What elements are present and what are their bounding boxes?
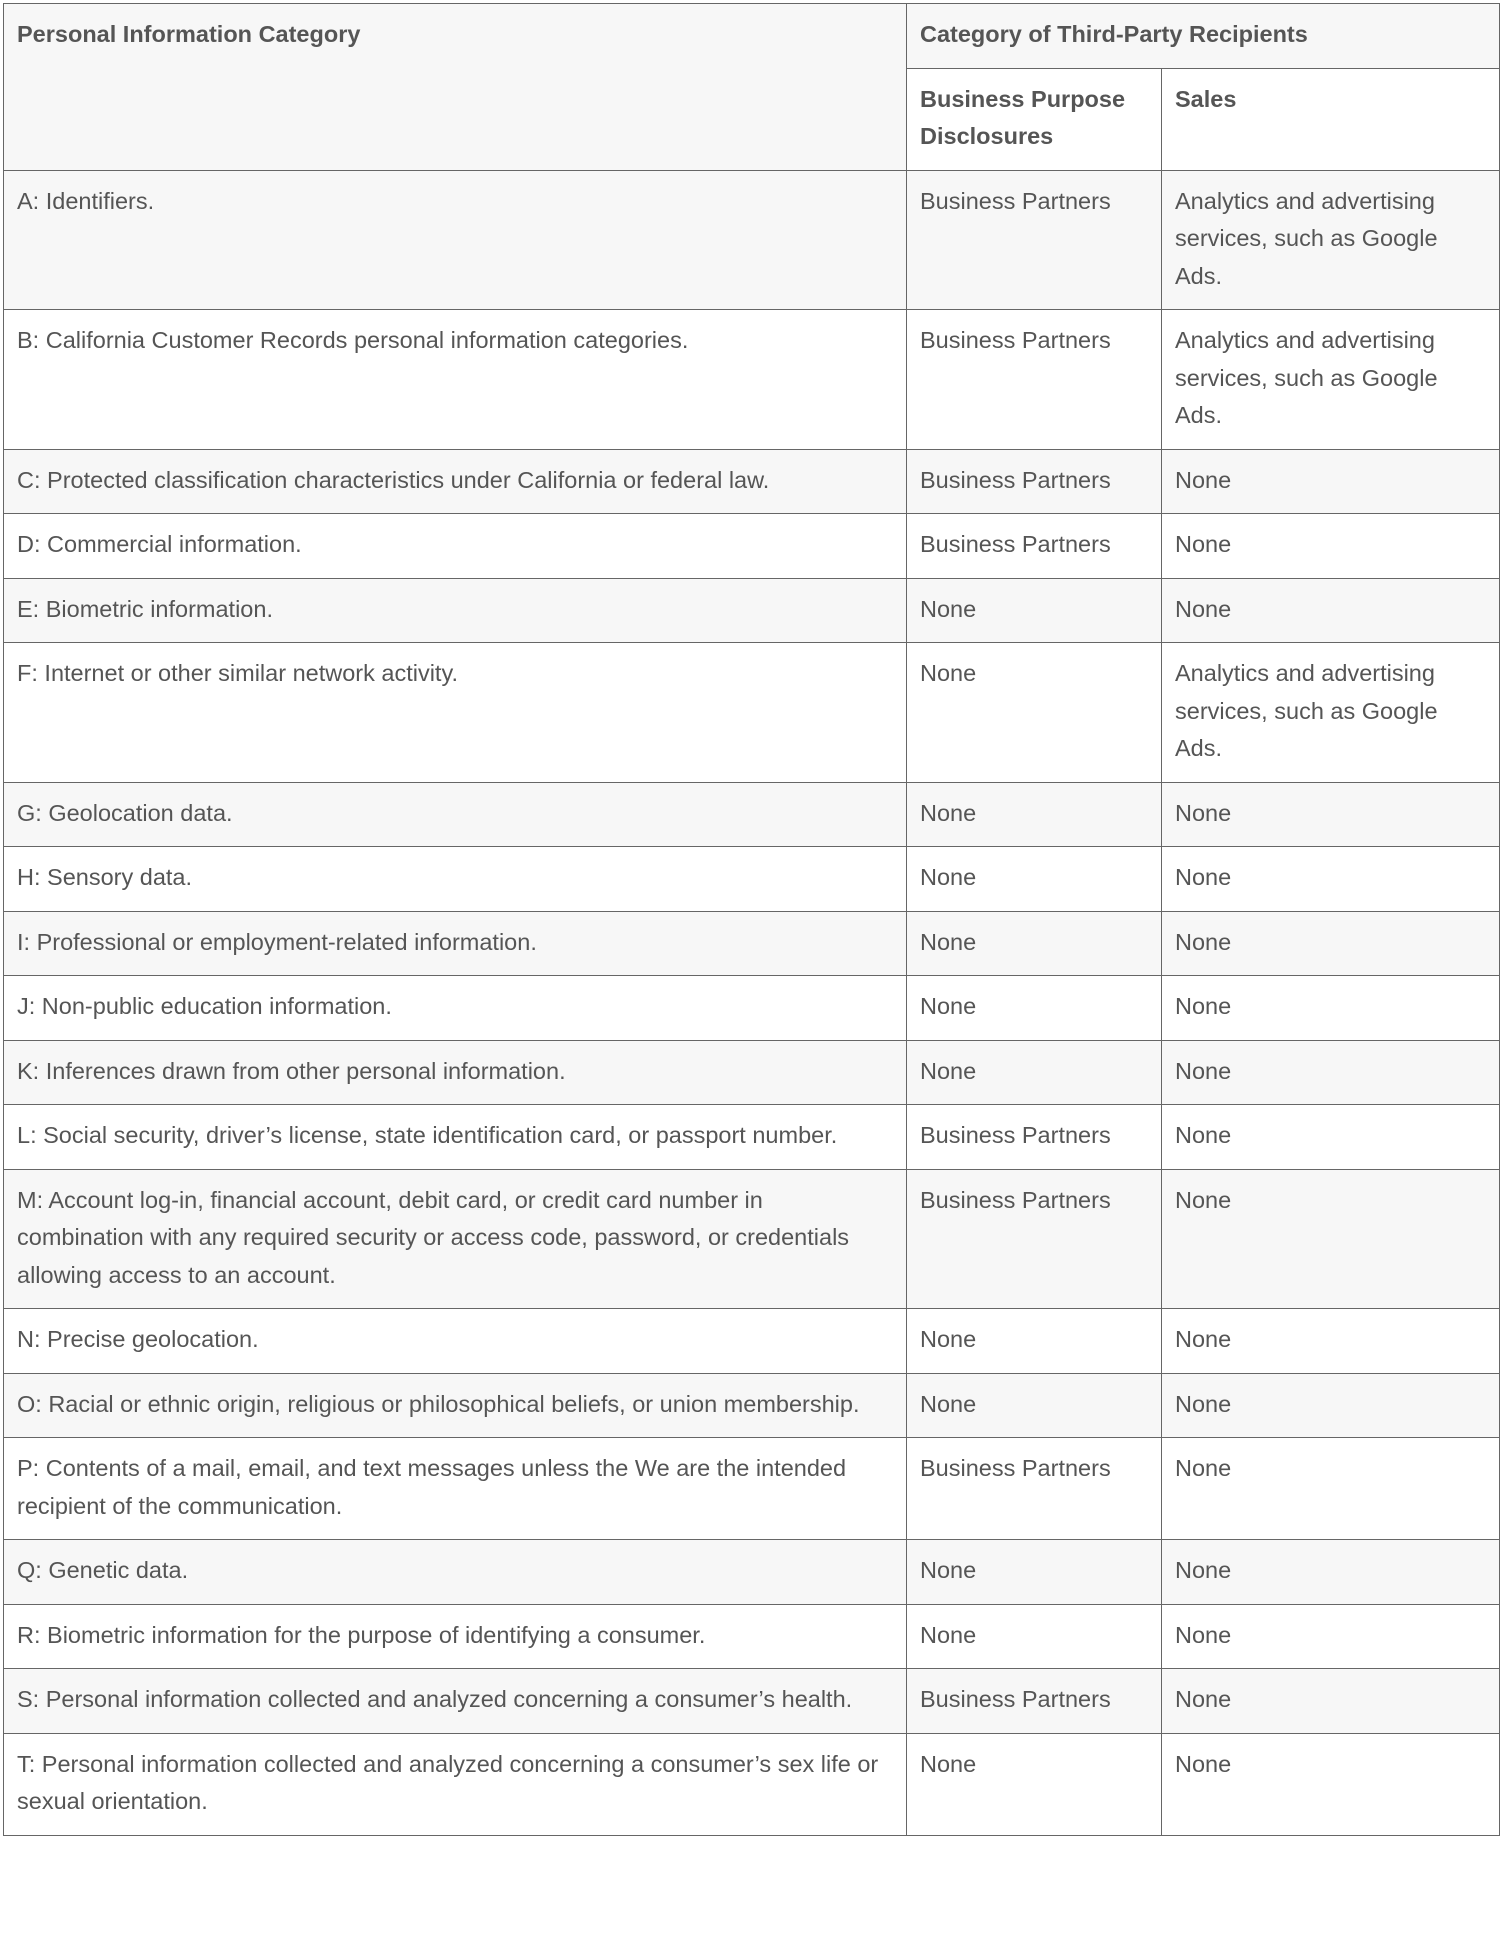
table-row xyxy=(4,1373,1500,1438)
category-cell: N: Precise geolocation. xyxy=(4,1309,907,1374)
category-cell: A: Identifiers. xyxy=(4,170,907,310)
table-row xyxy=(4,911,1500,976)
business-purpose-cell: Business Partners xyxy=(907,449,1162,514)
category-cell: I: Professional or employment-related information. xyxy=(4,911,907,976)
sales-cell: None xyxy=(1162,847,1500,912)
sales-cell: None xyxy=(1162,1540,1500,1605)
business-purpose-cell: Business Partners xyxy=(907,1438,1162,1540)
category-cell: P: Contents of a mail, email, and text messages unless the We are the intended recipient of the communication. xyxy=(4,1438,907,1540)
business-purpose-cell: None xyxy=(907,1540,1162,1605)
sales-cell: None xyxy=(1162,1604,1500,1669)
business-purpose-cell: None xyxy=(907,1733,1162,1835)
category-cell: B: California Customer Records personal information categories. xyxy=(4,310,907,450)
business-purpose-cell: None xyxy=(907,578,1162,643)
table-row xyxy=(4,847,1500,912)
table-row xyxy=(4,1169,1500,1309)
sales-cell: None xyxy=(1162,1309,1500,1374)
category-cell: Q: Genetic data. xyxy=(4,1540,907,1605)
category-column-header: Personal Information Category xyxy=(4,4,907,171)
business-purpose-cell: Business Partners xyxy=(907,1169,1162,1309)
category-cell: H: Sensory data. xyxy=(4,847,907,912)
category-cell: O: Racial or ethnic origin, religious or philosophical beliefs, or union membership. xyxy=(4,1373,907,1438)
sales-cell: None xyxy=(1162,782,1500,847)
sales-cell: None xyxy=(1162,1105,1500,1170)
sales-cell: None xyxy=(1162,976,1500,1041)
business-purpose-cell: None xyxy=(907,1040,1162,1105)
business-purpose-cell: Business Partners xyxy=(907,1669,1162,1734)
sales-cell: Analytics and advertising services, such as Google Ads. xyxy=(1162,310,1500,450)
sales-cell: None xyxy=(1162,1733,1500,1835)
business-purpose-cell: None xyxy=(907,976,1162,1041)
recipients-group-header: Category of Third-Party Recipients xyxy=(907,4,1500,69)
business-purpose-column-header: Business Purpose Disclosures xyxy=(907,68,1162,170)
sales-cell: None xyxy=(1162,578,1500,643)
table-row xyxy=(4,782,1500,847)
category-cell: G: Geolocation data. xyxy=(4,782,907,847)
table-row xyxy=(4,1604,1500,1669)
category-cell: K: Inferences drawn from other personal information. xyxy=(4,1040,907,1105)
sales-cell: None xyxy=(1162,1669,1500,1734)
table-row xyxy=(4,1733,1500,1835)
sales-cell: None xyxy=(1162,1040,1500,1105)
business-purpose-cell: Business Partners xyxy=(907,1105,1162,1170)
business-purpose-cell: Business Partners xyxy=(907,514,1162,579)
table-row xyxy=(4,310,1500,450)
sales-cell: None xyxy=(1162,911,1500,976)
sales-cell: None xyxy=(1162,514,1500,579)
business-purpose-cell: None xyxy=(907,911,1162,976)
business-purpose-cell: None xyxy=(907,1373,1162,1438)
sales-cell: Analytics and advertising services, such as Google Ads. xyxy=(1162,170,1500,310)
business-purpose-cell: None xyxy=(907,1604,1162,1669)
table-row xyxy=(4,976,1500,1041)
business-purpose-cell: None xyxy=(907,1309,1162,1374)
category-cell: D: Commercial information. xyxy=(4,514,907,579)
category-cell: L: Social security, driver’s license, state identification card, or passport number. xyxy=(4,1105,907,1170)
table-row xyxy=(4,514,1500,579)
sales-cell: None xyxy=(1162,1169,1500,1309)
business-purpose-cell: Business Partners xyxy=(907,310,1162,450)
table-body xyxy=(4,170,1500,1835)
table-row xyxy=(4,1105,1500,1170)
category-cell: F: Internet or other similar network activity. xyxy=(4,643,907,783)
table-row xyxy=(4,1540,1500,1605)
category-cell: J: Non-public education information. xyxy=(4,976,907,1041)
sales-cell: None xyxy=(1162,449,1500,514)
category-cell: S: Personal information collected and analyzed concerning a consumer’s health. xyxy=(4,1669,907,1734)
category-cell: E: Biometric information. xyxy=(4,578,907,643)
personal-information-table xyxy=(3,3,1500,1836)
table-row xyxy=(4,578,1500,643)
sales-cell: None xyxy=(1162,1438,1500,1540)
sales-column-header: Sales xyxy=(1162,68,1500,170)
category-cell: R: Biometric information for the purpose of identifying a consumer. xyxy=(4,1604,907,1669)
business-purpose-cell: None xyxy=(907,643,1162,783)
business-purpose-cell: None xyxy=(907,782,1162,847)
category-cell: M: Account log-in, financial account, debit card, or credit card number in combination with any required security or access code, password, or credentials allowing access to an account. xyxy=(4,1169,907,1309)
category-cell: T: Personal information collected and analyzed concerning a consumer’s sex life or sexual orientation. xyxy=(4,1733,907,1835)
table-row xyxy=(4,1040,1500,1105)
business-purpose-cell: Business Partners xyxy=(907,170,1162,310)
table-header xyxy=(4,4,1500,171)
table-row xyxy=(4,1669,1500,1734)
sales-cell: None xyxy=(1162,1373,1500,1438)
table-row xyxy=(4,1309,1500,1374)
business-purpose-cell: None xyxy=(907,847,1162,912)
table-row xyxy=(4,170,1500,310)
header-row xyxy=(4,4,1500,69)
table-row xyxy=(4,643,1500,783)
category-cell: C: Protected classification characteristics under California or federal law. xyxy=(4,449,907,514)
table-row xyxy=(4,1438,1500,1540)
table-row xyxy=(4,449,1500,514)
sales-cell: Analytics and advertising services, such as Google Ads. xyxy=(1162,643,1500,783)
